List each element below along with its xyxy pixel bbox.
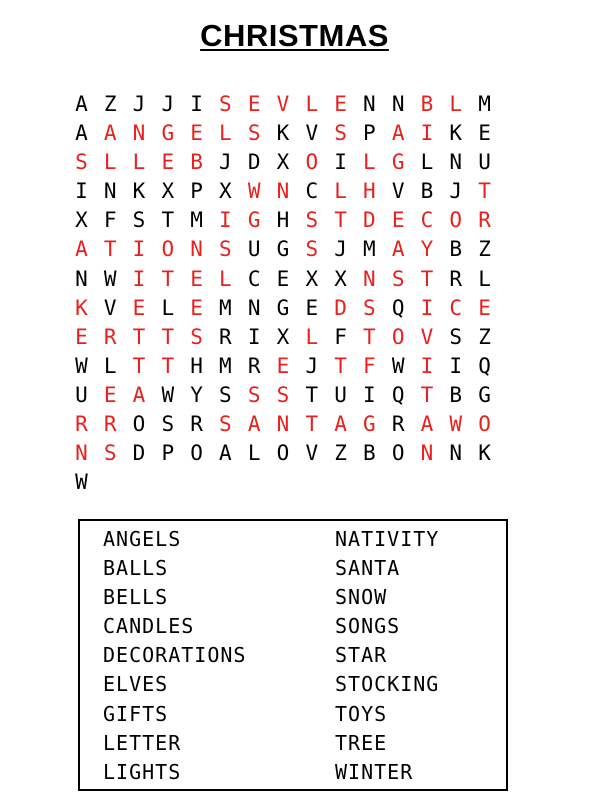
grid-letter[interactable]: E [478, 121, 491, 146]
grid-letter[interactable]: N [247, 295, 261, 320]
grid-letter[interactable]: G [478, 382, 491, 407]
grid-letter[interactable]: M [478, 92, 491, 116]
word-list-item: TREE [335, 730, 388, 755]
grid-letter[interactable]: L [478, 266, 491, 291]
grid-letter[interactable]: P [161, 441, 175, 466]
grid-letter[interactable]: W [75, 353, 88, 378]
grid-letter[interactable]: O [391, 441, 405, 466]
grid-letter[interactable]: E [75, 324, 88, 349]
grid-letter[interactable]: U [247, 237, 261, 262]
grid-letter[interactable]: K [276, 121, 290, 146]
grid-letter[interactable]: O [161, 237, 175, 262]
grid-letter[interactable]: T [305, 382, 319, 407]
grid-letter[interactable]: F [103, 208, 117, 233]
grid-letter[interactable]: T [420, 266, 434, 291]
grid-letter[interactable]: A [75, 237, 88, 262]
grid-letter[interactable]: N [276, 412, 290, 437]
grid-letter[interactable]: S [334, 121, 347, 146]
grid-letter[interactable]: A [334, 412, 347, 437]
word-list-item: BELLS [103, 585, 169, 610]
word-list-item: WINTER [335, 759, 414, 784]
grid-letter[interactable]: S [247, 121, 261, 146]
grid-letter[interactable]: K [478, 441, 491, 466]
grid-letter[interactable]: K [449, 121, 463, 146]
grid-letter[interactable]: X [161, 179, 175, 204]
grid-letter[interactable]: I [247, 324, 261, 349]
grid-letter[interactable]: R [219, 324, 232, 349]
grid-letter[interactable]: D [247, 150, 261, 175]
grid-letter[interactable]: R [103, 324, 117, 349]
word-list-item: DECORATIONS [103, 643, 247, 668]
grid-letter[interactable]: T [161, 208, 175, 233]
grid-letter[interactable]: P [363, 121, 376, 146]
title-text: CHRISTMAS [200, 18, 389, 53]
grid-letter[interactable]: I [219, 208, 232, 233]
grid-letter[interactable]: T [305, 412, 319, 437]
grid-letter[interactable]: J [305, 353, 319, 378]
grid-letter[interactable]: N [420, 441, 434, 466]
word-list-item: ELVES [103, 672, 169, 697]
word-list-item: LETTER [103, 730, 182, 755]
grid-letter[interactable]: X [334, 266, 347, 291]
grid-letter[interactable]: R [449, 266, 463, 291]
grid-letter[interactable]: S [305, 208, 319, 233]
grid-letter[interactable]: L [305, 92, 319, 116]
grid-letter[interactable]: I [132, 266, 146, 291]
word-list-box [78, 519, 508, 791]
grid-letter[interactable]: N [103, 179, 117, 204]
grid-letter[interactable]: C [305, 179, 319, 204]
letter-grid [67, 90, 499, 497]
grid-letter[interactable]: I [132, 237, 146, 262]
grid-letter[interactable]: A [247, 412, 261, 437]
grid-letter[interactable]: J [334, 237, 347, 262]
grid-letter[interactable]: T [420, 382, 434, 407]
grid-letter[interactable]: S [219, 382, 232, 407]
grid-letter[interactable]: G [391, 150, 405, 175]
grid-letter[interactable]: V [391, 179, 405, 204]
grid-letter[interactable]: T [161, 324, 175, 349]
grid-letter[interactable]: T [334, 353, 347, 378]
grid-letter[interactable]: U [334, 382, 347, 407]
grid-letter[interactable]: A [391, 237, 405, 262]
grid-letter[interactable]: E [103, 382, 117, 407]
grid-letter[interactable]: N [132, 121, 146, 146]
grid-letter[interactable]: D [132, 441, 146, 466]
grid-letter[interactable]: X [276, 150, 290, 175]
grid-letter[interactable]: T [363, 324, 376, 349]
grid-letter[interactable]: L [305, 324, 319, 349]
grid-letter[interactable]: Z [478, 237, 491, 262]
word-list-item: GIFTS [103, 701, 169, 726]
grid-letter[interactable]: O [132, 412, 146, 437]
grid-letter[interactable]: N [391, 92, 405, 116]
grid-letter[interactable]: E [334, 92, 347, 116]
grid-letter[interactable]: S [219, 412, 232, 437]
grid-letter[interactable]: O [449, 208, 463, 233]
grid-letter[interactable]: G [276, 295, 290, 320]
grid-letter[interactable]: S [247, 382, 261, 407]
grid-letter[interactable]: L [219, 266, 232, 291]
grid-letter[interactable]: V [103, 295, 117, 320]
grid-letter[interactable]: S [276, 382, 290, 407]
grid-letter[interactable]: W [391, 353, 405, 378]
grid-letter[interactable]: V [420, 324, 434, 349]
word-list-item: LIGHTS [103, 759, 182, 784]
grid-letter[interactable]: J [132, 92, 146, 116]
grid-letter[interactable]: N [363, 266, 376, 291]
grid-letter[interactable]: X [75, 208, 88, 233]
grid-letter[interactable]: G [363, 412, 376, 437]
grid-letter[interactable]: A [103, 121, 117, 146]
grid-letter[interactable]: S [219, 237, 232, 262]
grid-letter[interactable]: C [247, 266, 261, 291]
grid-letter[interactable]: J [449, 179, 463, 204]
grid-letter[interactable]: L [334, 179, 347, 204]
grid-letter[interactable]: L [449, 92, 463, 116]
grid-letter[interactable]: P [190, 179, 203, 204]
grid-letter[interactable]: A [132, 382, 146, 407]
grid-letter[interactable]: X [219, 179, 232, 204]
grid-letter[interactable]: W [75, 470, 88, 495]
grid-letter[interactable]: N [276, 179, 290, 204]
grid-letter[interactable]: R [478, 208, 491, 233]
grid-letter[interactable]: W [103, 266, 117, 291]
grid-letter[interactable]: L [103, 353, 117, 378]
grid-letter[interactable]: S [161, 412, 175, 437]
grid-letter[interactable]: L [363, 150, 376, 175]
grid-letter[interactable]: C [449, 295, 463, 320]
grid-letter[interactable]: B [420, 179, 434, 204]
grid-letter[interactable]: A [219, 441, 232, 466]
grid-letter[interactable]: T [161, 266, 175, 291]
grid-letter[interactable]: K [132, 179, 146, 204]
grid-letter[interactable]: N [449, 441, 463, 466]
grid-letter[interactable]: I [420, 295, 434, 320]
grid-letter[interactable]: H [276, 208, 290, 233]
grid-letter[interactable]: V [305, 441, 319, 466]
grid-letter[interactable]: W [247, 179, 261, 204]
grid-letter[interactable]: H [190, 353, 203, 378]
grid-letter[interactable]: E [161, 150, 175, 175]
grid-letter[interactable]: E [190, 266, 203, 291]
grid-letter[interactable]: B [420, 92, 434, 116]
grid-letter[interactable]: E [276, 266, 290, 291]
grid-letter[interactable]: N [190, 237, 203, 262]
grid-letter[interactable]: Q [478, 353, 491, 378]
grid-letter[interactable]: G [247, 208, 261, 233]
grid-letter[interactable]: I [363, 382, 376, 407]
grid-letter[interactable]: E [190, 121, 203, 146]
word-list-right [335, 525, 439, 787]
word-list-item: CANDLES [103, 614, 195, 639]
grid-letter[interactable]: D [363, 208, 376, 233]
grid-letter[interactable]: L [247, 441, 261, 466]
grid-letter[interactable]: M [219, 353, 232, 378]
grid-letter[interactable]: Q [391, 382, 405, 407]
grid-letter[interactable]: V [276, 92, 290, 116]
grid-letter[interactable]: K [75, 295, 88, 320]
grid-letter[interactable]: O [190, 441, 203, 466]
grid-letter[interactable]: X [305, 266, 319, 291]
grid-letter[interactable]: E [305, 295, 319, 320]
grid-letter[interactable]: B [449, 382, 463, 407]
puzzle-title [0, 18, 589, 54]
grid-letter[interactable]: E [478, 295, 491, 320]
grid-letter[interactable]: M [219, 295, 232, 320]
grid-letter[interactable]: Z [478, 324, 491, 349]
grid-letter[interactable]: J [161, 92, 175, 116]
grid-letter[interactable]: S [190, 324, 203, 349]
grid-letter[interactable]: I [449, 353, 463, 378]
grid-letter[interactable]: O [391, 324, 405, 349]
grid-letter[interactable]: S [103, 441, 117, 466]
grid-letter[interactable]: Y [190, 382, 203, 407]
word-list-item: SNOW [335, 585, 388, 610]
grid-letter[interactable]: S [132, 208, 146, 233]
grid-letter[interactable]: S [305, 237, 319, 262]
grid-letter[interactable]: I [190, 92, 203, 116]
word-list-item: STOCKING [335, 672, 440, 697]
grid-letter[interactable]: L [161, 295, 175, 320]
word-list-item: SONGS [335, 614, 401, 639]
word-list-item: SANTA [335, 556, 401, 581]
grid-letter[interactable]: Y [420, 237, 434, 262]
grid-letter[interactable]: N [363, 92, 376, 116]
grid-letter[interactable]: L [219, 121, 232, 146]
grid-letter[interactable]: I [75, 179, 88, 204]
grid-letter[interactable]: S [391, 266, 405, 291]
grid-letter[interactable]: B [190, 150, 203, 175]
grid-letter[interactable]: B [363, 441, 376, 466]
grid-letter[interactable]: F [334, 324, 347, 349]
grid-letter[interactable]: G [161, 121, 175, 146]
grid-letter[interactable]: E [276, 353, 290, 378]
word-list-item: TOYS [335, 701, 388, 726]
word-list-item: STAR [335, 643, 388, 668]
grid-letter[interactable]: L [132, 150, 146, 175]
grid-letter[interactable]: M [190, 208, 203, 233]
grid-letter[interactable]: E [132, 295, 146, 320]
grid-letter[interactable]: T [478, 179, 491, 204]
grid-letter[interactable]: W [161, 382, 175, 407]
grid-letter[interactable]: T [132, 324, 146, 349]
grid-letter[interactable]: I [420, 353, 434, 378]
grid-letter[interactable]: S [219, 92, 232, 116]
grid-letter[interactable]: U [478, 150, 491, 175]
grid-letter[interactable]: C [420, 208, 434, 233]
grid-letter[interactable]: H [363, 179, 376, 204]
grid-letter[interactable]: L [103, 150, 117, 175]
grid-letter[interactable]: T [132, 353, 146, 378]
grid-letter[interactable]: E [247, 92, 261, 116]
grid-letter[interactable]: B [449, 237, 463, 262]
word-list-item: NATIVITY [335, 527, 440, 551]
grid-letter[interactable]: U [75, 382, 88, 407]
grid-letter[interactable]: T [103, 237, 117, 262]
grid-letter[interactable]: N [75, 266, 88, 291]
grid-letter[interactable]: D [334, 295, 347, 320]
grid-letter[interactable]: I [334, 150, 347, 175]
grid-letter[interactable]: V [305, 121, 319, 146]
grid-letter[interactable]: Z [334, 441, 347, 466]
grid-letter[interactable]: T [334, 208, 347, 233]
grid-letter[interactable]: Z [103, 92, 117, 116]
grid-letter[interactable]: N [449, 150, 463, 175]
grid-letter[interactable]: A [420, 412, 434, 437]
grid-letter[interactable]: S [449, 324, 463, 349]
grid-letter[interactable]: T [161, 353, 175, 378]
grid-letter[interactable]: E [391, 208, 405, 233]
grid-letter[interactable]: R [75, 412, 88, 437]
grid-letter[interactable]: R [247, 353, 261, 378]
grid-letter[interactable]: E [190, 295, 203, 320]
word-list-left [103, 525, 246, 787]
grid-letter[interactable]: R [103, 412, 117, 437]
grid-letter[interactable]: Q [391, 295, 405, 320]
grid-letter[interactable]: A [75, 121, 88, 146]
grid-letter[interactable]: L [420, 150, 434, 175]
grid-letter[interactable]: A [391, 121, 405, 146]
grid-letter[interactable]: A [75, 92, 88, 116]
grid-letter[interactable]: R [190, 412, 203, 437]
grid-letter[interactable]: W [449, 412, 463, 437]
grid-letter[interactable]: O [305, 150, 319, 175]
word-list-item: ANGELS [103, 527, 182, 551]
word-list-item: BALLS [103, 556, 169, 581]
grid-letter[interactable]: S [75, 150, 88, 175]
grid-letter[interactable]: O [478, 412, 491, 437]
grid-letter[interactable]: X [276, 324, 290, 349]
grid-letter[interactable]: R [391, 412, 405, 437]
grid-letter[interactable]: F [363, 353, 376, 378]
grid-letter[interactable]: S [363, 295, 376, 320]
grid-letter[interactable]: I [420, 121, 434, 146]
grid-letter[interactable]: M [363, 237, 376, 262]
grid-letter[interactable]: O [276, 441, 290, 466]
grid-letter[interactable]: G [276, 237, 290, 262]
grid-letter[interactable]: N [75, 441, 88, 466]
grid-letter[interactable]: J [219, 150, 232, 175]
